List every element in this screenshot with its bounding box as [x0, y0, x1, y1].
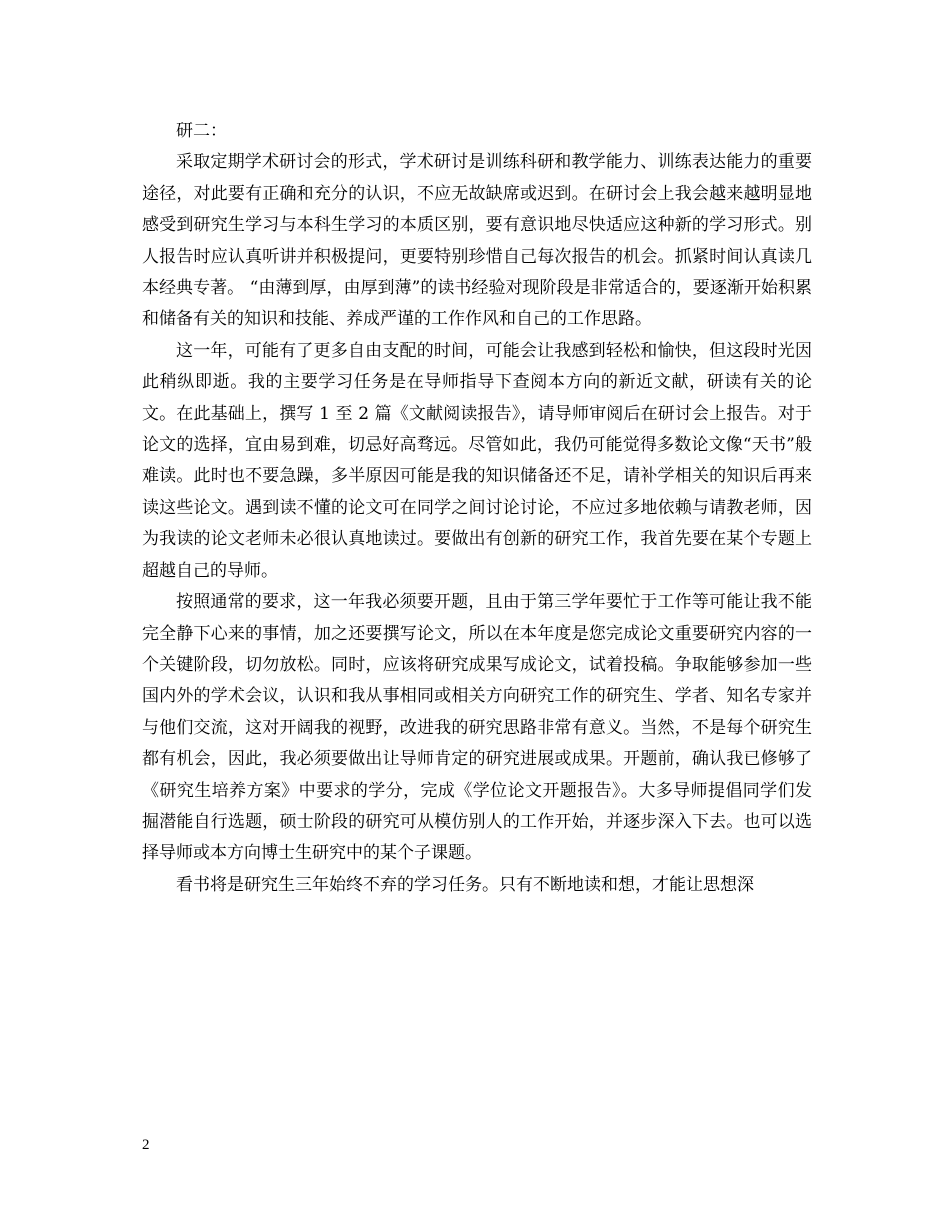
paragraph: 这一年，可能有了更多自由支配的时间，可能会让我感到轻松和愉快，但这段时光因此稍纵即逝。我的主要学习任务是在导师指导下查阅本方向的新近文献，研读有关的论文。在此基础上，撰写 1 至 2 篇《文献阅读报告》，请导师审阅后在研讨会上报告。对于论文的选择，宜由易到难，切忌好高骛远。尽管如此，我仍可能觉得多数论文像“天书”般难读。此时也不要急躁，多半原因可能是我的知识储备还不足，请补学相关的知识后再来读这些论文。遇到读不懂的论文可在同学之间讨论讨论，不应过多地依赖与请教老师，因为我读的论文老师未必很认真地读过。要做出有创新的研究工作，我首先要在某个专题上超越自己的导师。: [142, 340, 812, 581]
document-body: [142, 116, 812, 901]
paragraph: 采取定期学术研讨会的形式，学术研讨是训练科研和教学能力、训练表达能力的重要途径，对此要有正确和充分的认识，不应无故缺席或迟到。在研讨会上我会越来越明显地感受到研究生学习与本科生学习的本质区别，要有意识地尽快适应这种新的学习形式。别人报告时应认真听讲并积极提问，更要特别珍惜自己每次报告的机会。抓紧时间认真读几本经典专著。 “由薄到厚，由厚到薄”的读书经验对现阶段是非常适合的，要逐渐开始积累和储备有关的知识和技能、养成严谨的工作作风和自己的工作思路。: [142, 152, 812, 330]
paragraph: 看书将是研究生三年始终不弃的学习任务。只有不断地读和想，才能让思想深: [176, 874, 754, 895]
paragraph: 按照通常的要求，这一年我必须要开题，且由于第三学年要忙于工作等可能让我不能完全静下心来的事情，加之还要撰写论文，所以在本年度是您完成论文重要研究内容的一个关键阶段，切勿放松。同时，应该将研究成果写成论文，试着投稿。争取能够参加一些国内外的学术会议，认识和我从事相同或相关方向研究工作的研究生、学者、知名专家并与他们交流，这对开阔我的视野，改进我的研究思路非常有意义。当然，不是每个研究生都有机会，因此，我必须要做出让导师肯定的研究进展或成果。开题前，确认我已修够了《研究生培养方案》中要求的学分，完成《学位论文开题报告》。大多导师提倡同学们发掘潜能自行选题，硕士阶段的研究可从模仿别人的工作开始，并逐步深入下去。也可以选择导师或本方向博士生研究中的某个子课题。: [142, 592, 812, 864]
section-heading: 研二：: [176, 121, 227, 141]
page-number: 2: [142, 1137, 150, 1153]
